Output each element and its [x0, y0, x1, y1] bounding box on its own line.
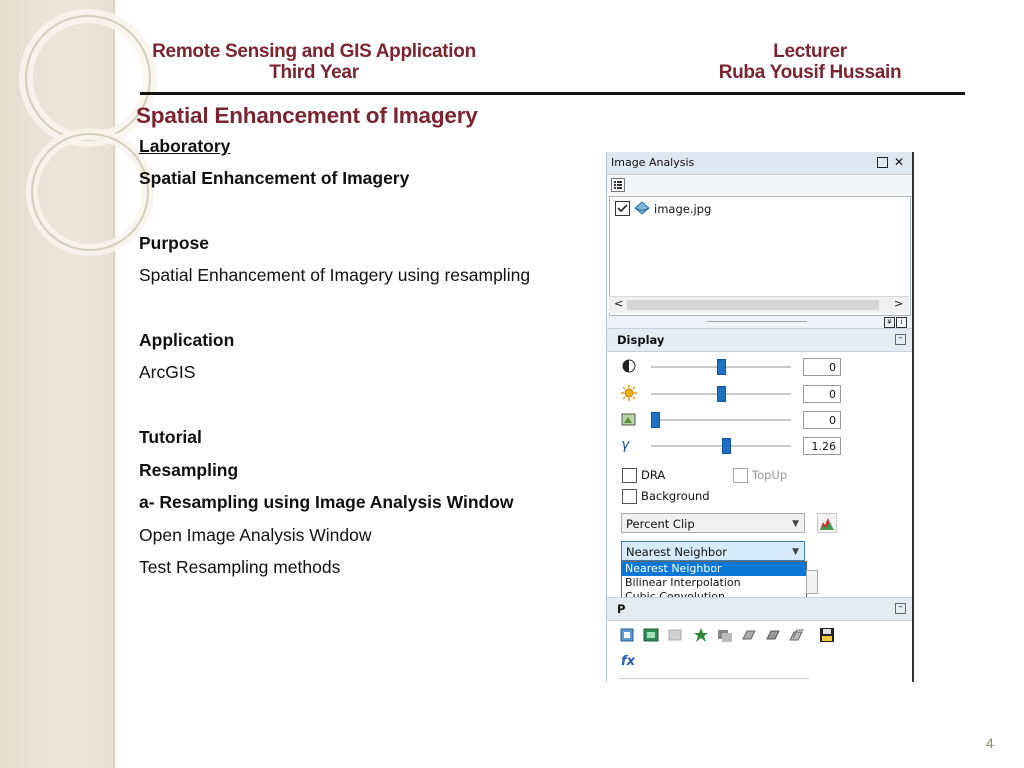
step-a: a- Resampling using Image Analysis Window: [139, 492, 514, 512]
transparency-value[interactable]: 0: [803, 411, 841, 429]
gamma-value[interactable]: 1.26: [803, 437, 841, 455]
display-section-header[interactable]: [607, 328, 912, 352]
chevron-down-icon: ▼: [792, 519, 799, 529]
gamma-icon: γ: [621, 437, 630, 453]
raster-layer-icon: [634, 201, 650, 215]
histogram-icon[interactable]: [817, 513, 837, 533]
mosaic-icon[interactable]: [789, 627, 805, 643]
scroll-thumb[interactable]: [627, 300, 879, 310]
image-analysis-panel: [606, 152, 914, 682]
option-nearest-neighbor[interactable]: Nearest Neighbor: [622, 562, 806, 576]
panel-splitter[interactable]: [607, 316, 912, 328]
purpose-label: Purpose: [139, 233, 210, 253]
brightness-slider-thumb[interactable]: [717, 386, 726, 402]
horizontal-scrollbar[interactable]: [609, 296, 909, 313]
mask-icon[interactable]: [643, 627, 659, 643]
tutorial-label: Tutorial: [139, 427, 202, 447]
application-label: Application: [139, 330, 235, 350]
transparency-slider-thumb[interactable]: [651, 412, 660, 428]
topup-checkbox[interactable]: [733, 468, 748, 483]
options-icon[interactable]: [611, 178, 625, 192]
page-number: 4: [986, 735, 994, 751]
header-rule: [140, 92, 965, 95]
chevron-down-icon: ▼: [792, 547, 799, 557]
panel-titlebar: [607, 152, 912, 175]
contrast-slider-thumb[interactable]: [717, 359, 726, 375]
topup-label: TopUp: [752, 468, 788, 482]
course-name: Remote Sensing and GIS Application: [152, 41, 476, 62]
option-bilinear-interpolation[interactable]: Bilinear Interpolation: [625, 576, 741, 589]
checkmark-icon: [616, 202, 629, 215]
lecturer-label: Lecturer: [773, 41, 847, 62]
stretch-value: Percent Clip: [626, 517, 695, 531]
resampling-value: Nearest Neighbor: [626, 545, 727, 559]
collapse-icon[interactable]: –: [895, 603, 906, 614]
course-year: Third Year: [269, 62, 359, 83]
processing-section-header[interactable]: [607, 597, 912, 621]
lecturer-name: Ruba Yousif Hussain: [718, 62, 902, 83]
brightness-icon: [621, 385, 637, 401]
step-test-methods: Test Resampling methods: [139, 557, 341, 577]
slide-title: Spatial Enhancement of Imagery: [136, 103, 478, 128]
application-text: ArcGIS: [139, 362, 196, 382]
step-open-window: Open Image Analysis Window: [139, 525, 372, 545]
panel-toolbar: [607, 175, 912, 195]
lab-label: Laboratory: [139, 136, 231, 156]
stretch-dropdown[interactable]: [621, 513, 805, 533]
background-checkbox[interactable]: [622, 489, 637, 504]
shadow-icon[interactable]: [765, 627, 781, 643]
ndvi-icon[interactable]: [693, 627, 709, 643]
background-label: Background: [641, 489, 710, 503]
panel-title: Image Analysis: [611, 156, 695, 169]
processing-header: P: [617, 602, 626, 616]
close-icon[interactable]: ✕: [894, 155, 905, 169]
transparency-icon: [621, 411, 637, 427]
collapse-all-icon[interactable]: ¥: [884, 317, 895, 328]
clip-icon[interactable]: [619, 627, 635, 643]
save-icon[interactable]: [819, 627, 835, 643]
layer-checkbox[interactable]: [615, 201, 630, 216]
decorative-rings: [0, 0, 200, 260]
dra-label: DRA: [641, 468, 666, 482]
gamma-slider-thumb[interactable]: [722, 438, 731, 454]
maximize-icon[interactable]: [877, 157, 888, 168]
course-header: [140, 41, 488, 83]
lecturer-header: [700, 41, 920, 83]
purpose-text: Spatial Enhancement of Imagery using resampling: [139, 265, 531, 285]
scroll-right-icon[interactable]: >: [894, 297, 904, 310]
gamma-slider-track[interactable]: [651, 445, 791, 447]
brightness-value[interactable]: 0: [803, 385, 841, 403]
resampling-label: Resampling: [139, 460, 239, 480]
panel-bottom-line: [619, 678, 809, 679]
contrast-icon: [621, 358, 637, 374]
contrast-value[interactable]: 0: [803, 358, 841, 376]
info-icon[interactable]: i: [896, 317, 907, 328]
resampling-dropdown[interactable]: [621, 541, 805, 561]
lab-title: Spatial Enhancement of Imagery: [139, 168, 410, 188]
display-header: Display: [617, 333, 665, 347]
spinner-partial[interactable]: [806, 570, 818, 594]
hillshade-icon[interactable]: [717, 627, 733, 643]
scroll-left-icon[interactable]: <: [614, 297, 624, 310]
collapse-icon[interactable]: –: [895, 334, 906, 345]
transparency-slider-track[interactable]: [651, 419, 791, 421]
dra-checkbox[interactable]: [622, 468, 637, 483]
orthorectify-icon[interactable]: [741, 627, 757, 643]
layer-name[interactable]: image.jpg: [654, 202, 712, 216]
function-icon[interactable]: fx: [621, 654, 636, 669]
composite-icon[interactable]: [667, 627, 683, 643]
